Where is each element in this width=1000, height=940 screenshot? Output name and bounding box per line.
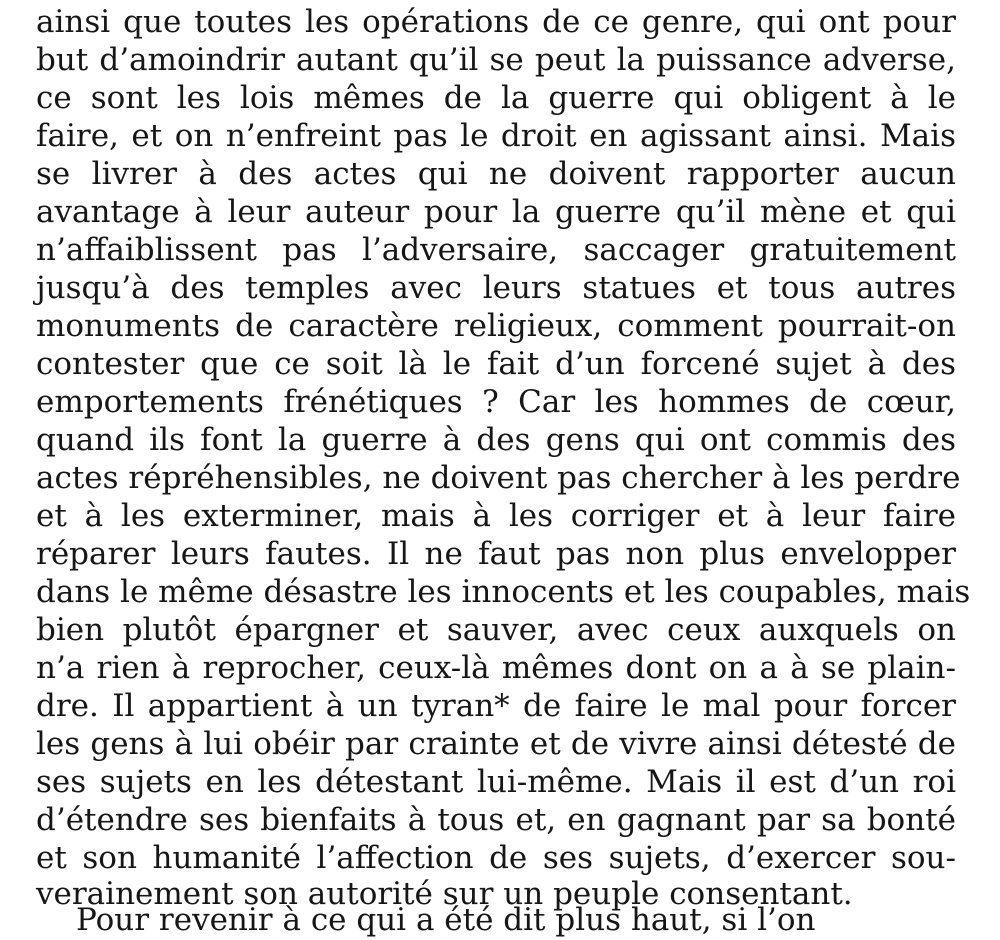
text-line: n’affaiblissent pas l’adversaire, saccager gratuitement	[36, 232, 956, 268]
text-line: d’étendre ses bienfaits à tous et, en gagnant par sa bonté	[36, 802, 956, 838]
text-line: dre. Il appartient à un tyran* de faire le mal pour forcer	[36, 688, 956, 724]
text-line: bien plutôt épargner et sauver, avec ceux auxquels on	[36, 612, 956, 648]
text-line: avantage à leur auteur pour la guerre qu’il mène et qui	[36, 194, 956, 230]
text-line: verainement son autorité sur un peuple consentant.	[36, 876, 853, 912]
text-line: but d’amoindrir autant qu’il se peut la puissance adverse,	[36, 42, 956, 78]
text-line: jusqu’à des temples avec leurs statues et tous autres	[36, 270, 956, 306]
text-line: les gens à lui obéir par crainte et de vivre ainsi détesté de	[36, 726, 956, 762]
text-line: n’a rien à reprocher, ceux-là mêmes dont on a à se plain-	[36, 650, 956, 686]
text-line-partial: Pour revenir à ce qui a été dit plus haut, si l’on	[76, 902, 816, 938]
text-line: ainsi que toutes les opérations de ce genre, qui ont pour	[36, 4, 956, 40]
text-line: faire, et on n’enfreint pas le droit en agissant ainsi. Mais	[36, 118, 956, 154]
text-line: ses sujets en les détestant lui-même. Mais il est d’un roi	[36, 764, 956, 800]
text-line: ce sont les lois mêmes de la guerre qui obligent à le	[36, 80, 956, 116]
text-line: emportements frénétiques ? Car les hommes de cœur,	[36, 384, 956, 420]
text-line: et son humanité l’affection de ses sujets, d’exercer sou-	[36, 840, 956, 876]
text-line: se livrer à des actes qui ne doivent rapporter aucun	[36, 156, 956, 192]
text-line: actes répréhensibles, ne doivent pas chercher à les perdre	[36, 460, 961, 496]
text-line: et à les exterminer, mais à les corriger et à leur faire	[36, 498, 956, 534]
text-line: contester que ce soit là le fait d’un forcené sujet à des	[36, 346, 956, 382]
document-page	[36, 0, 971, 938]
text-line: dans le même désastre les innocents et les coupables, mais	[36, 574, 971, 610]
text-line: réparer leurs fautes. Il ne faut pas non plus envelopper	[36, 536, 956, 572]
text-line: quand ils font la guerre à des gens qui ont commis des	[36, 422, 956, 458]
text-line: monuments de caractère religieux, comment pourrait-on	[36, 308, 956, 344]
